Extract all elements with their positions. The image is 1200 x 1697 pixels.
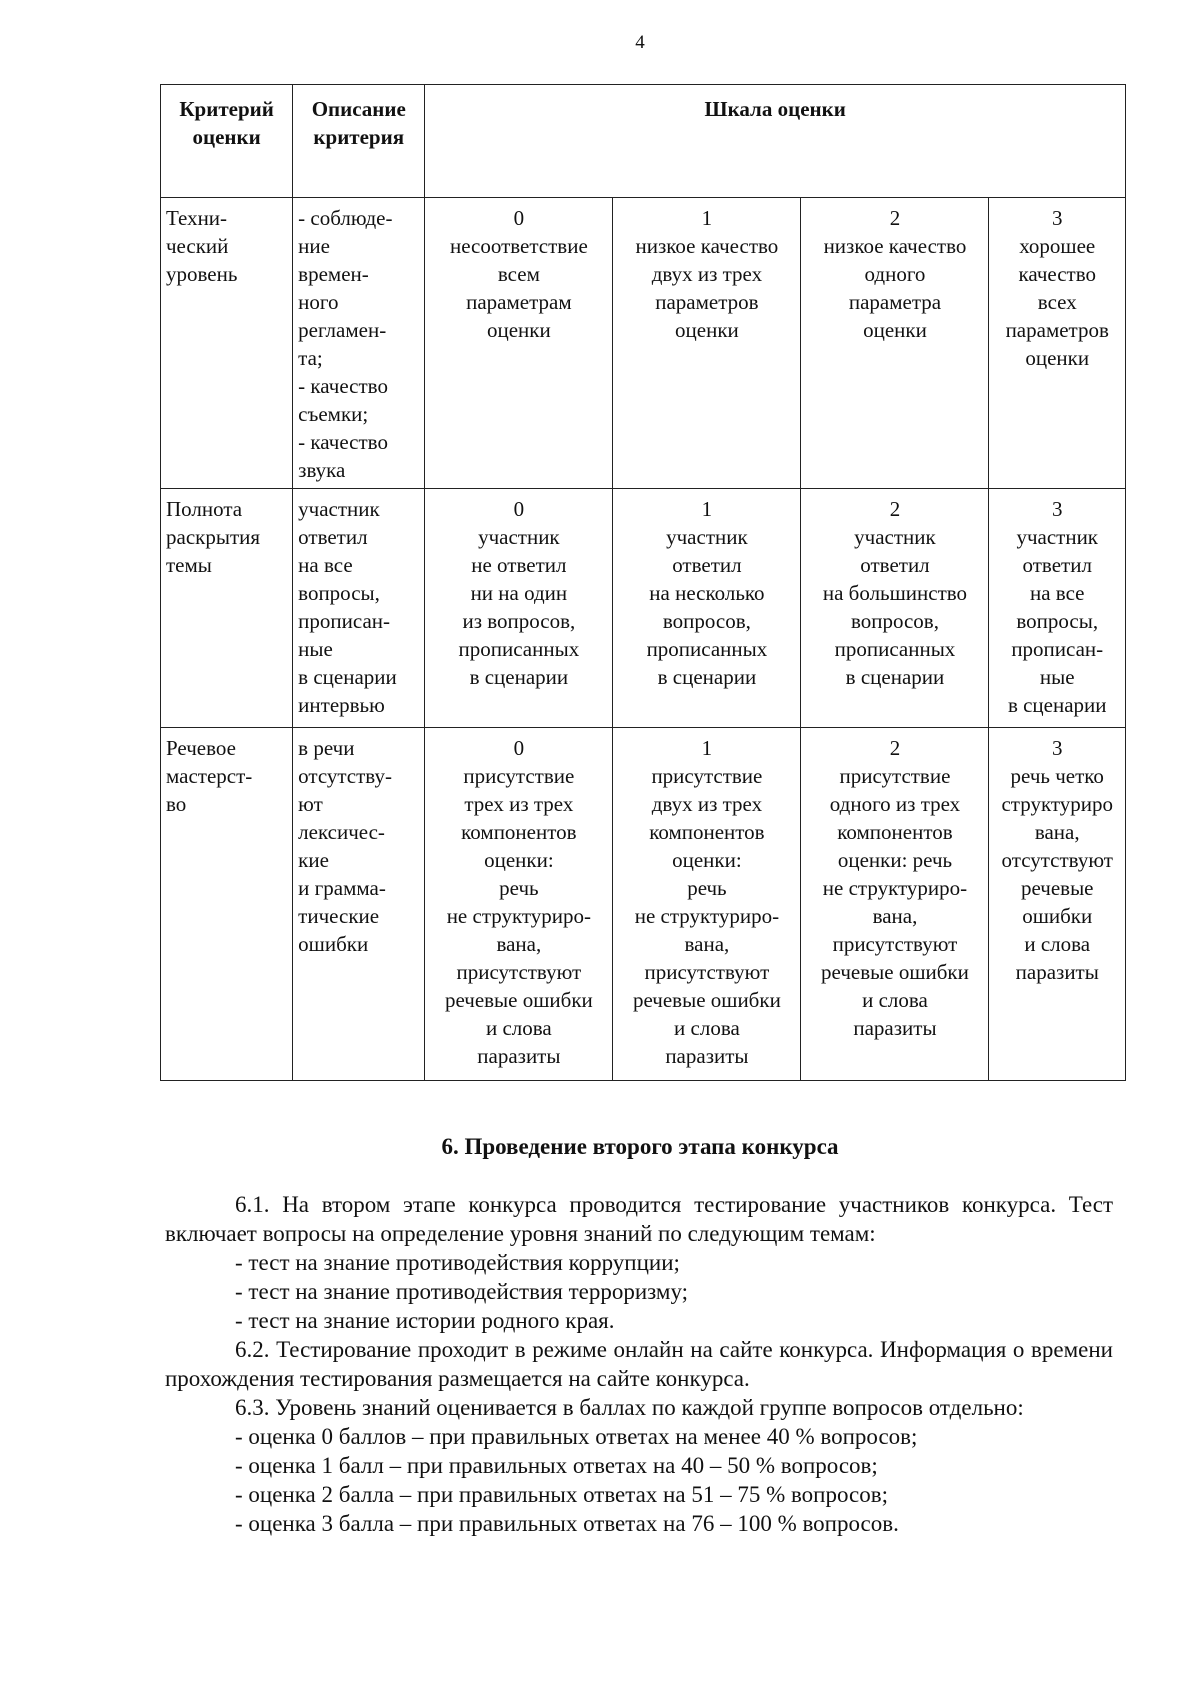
criterion-cell (161, 728, 293, 1081)
cell-line: ответил (298, 525, 368, 549)
score-cell (425, 489, 613, 728)
cell-line: оценки: (484, 848, 554, 872)
cell-line: вана, (1034, 820, 1080, 844)
paragraph-6-3: 6.3. Уровень знаний оценивается в баллах по каждой группе вопросов отдельно: (235, 1395, 1024, 1420)
cell-line: Полнота (166, 497, 243, 521)
cell-line: параметров (655, 290, 759, 314)
criteria-table (160, 84, 1126, 1081)
cell-line: вана, (872, 904, 918, 928)
cell-line: во (166, 792, 187, 816)
cell-line: звука (298, 458, 346, 482)
score-cell (989, 728, 1126, 1081)
paragraph-6-1: 6.1. На втором этапе конкурса проводится тестирование участников конкурса. Тест включает вопросы на определение уровня знаний по следующим темам: (165, 1192, 1113, 1246)
header-description: Описание критерия (293, 85, 425, 198)
cell-line: несоответствие (449, 234, 588, 258)
score-value: 1 (701, 736, 713, 760)
cell-line: паразиты (477, 1044, 561, 1068)
cell-line: из вопросов, (462, 609, 576, 633)
cell-line: отсутствуют (1001, 848, 1113, 872)
cell-line: компонентов (837, 820, 953, 844)
cell-line: прописанных (646, 637, 768, 661)
cell-line: компонентов (461, 820, 577, 844)
cell-line: ответил (672, 553, 742, 577)
cell-line: речевые ошибки (444, 988, 593, 1012)
cell-line: одного (864, 262, 926, 286)
cell-line: не структуриро- (822, 876, 968, 900)
cell-line: присутствие (839, 764, 951, 788)
section-body (165, 1190, 1113, 1538)
cell-line: времен- (298, 262, 369, 286)
cell-line: - качество (298, 374, 388, 398)
list-item: - оценка 2 балла – при правильных ответах на 51 – 75 % вопросов; (235, 1482, 889, 1507)
cell-line: - качество (298, 430, 388, 454)
cell-line: и слова (674, 1016, 740, 1040)
cell-line: вопросов, (662, 609, 751, 633)
score-value: 3 (1051, 497, 1063, 521)
cell-line: в сценарии (657, 665, 757, 689)
cell-line: ние (298, 234, 330, 258)
cell-line: всем (497, 262, 540, 286)
cell-line: регламен- (298, 318, 387, 342)
cell-line: лексичес- (298, 820, 385, 844)
cell-line: ного (298, 290, 339, 314)
cell-line: прописанных (458, 637, 580, 661)
cell-line: не структуриро- (634, 904, 780, 928)
list-item: - оценка 0 баллов – при правильных ответах на менее 40 % вопросов; (235, 1424, 918, 1449)
cell-line: двух из трех (651, 792, 763, 816)
cell-line: структуриро (1001, 792, 1114, 816)
table-row (161, 728, 1126, 1081)
description-cell (293, 198, 425, 489)
cell-line: присутствуют (644, 960, 770, 984)
cell-line: и слова (485, 1016, 552, 1040)
score-value: 3 (1051, 736, 1063, 760)
cell-line: съемки; (298, 402, 369, 426)
score-value: 3 (1051, 206, 1063, 230)
cell-line: ошибки (298, 932, 369, 956)
list-item: - тест на знание противодействия коррупции; (235, 1250, 680, 1275)
cell-line: паразиты (665, 1044, 749, 1068)
cell-line: двух из трех (651, 262, 763, 286)
cell-line: вана, (684, 932, 730, 956)
score-value: 2 (889, 736, 901, 760)
score-cell (989, 489, 1126, 728)
cell-line: вана, (496, 932, 542, 956)
cell-line: на несколько (649, 581, 765, 605)
cell-line: оценки (675, 318, 739, 342)
score-cell (613, 728, 801, 1081)
cell-line: речевые (1020, 876, 1094, 900)
cell-line: на все (1029, 581, 1085, 605)
cell-line: ни на один (470, 581, 568, 605)
cell-line: прописан- (1011, 637, 1104, 661)
cell-line: не структуриро- (446, 904, 592, 928)
cell-line: оценки (1025, 346, 1090, 370)
cell-line: оценки: речь (837, 848, 953, 872)
cell-line: качество (1018, 262, 1097, 286)
score-value: 2 (889, 497, 901, 521)
cell-line: ные (1039, 665, 1075, 689)
header-scale: Шкала оценки (425, 85, 1126, 198)
cell-line: вопросы, (1016, 609, 1099, 633)
cell-line: присутствуют (832, 932, 958, 956)
table-row (161, 489, 1126, 728)
section-title: 6. Проведение второго этапа конкурса (441, 1134, 839, 1159)
cell-line: темы (166, 553, 212, 577)
list-item: - тест на знание истории родного края. (235, 1308, 615, 1333)
header-criterion: Критерий оценки (161, 85, 293, 198)
cell-line: в сценарии (298, 665, 397, 689)
cell-line: в речи (298, 736, 355, 760)
cell-line: не ответил (471, 553, 567, 577)
cell-line: Речевое (166, 736, 236, 760)
cell-line: низкое качество (823, 234, 967, 258)
cell-line: кие (298, 848, 329, 872)
cell-line: интервью (298, 693, 385, 717)
cell-line: трех из трех (464, 792, 574, 816)
cell-line: участник (478, 525, 560, 549)
cell-line: в сценарии (1007, 693, 1107, 717)
cell-line: ошибки (1022, 904, 1093, 928)
cell-line: речь (687, 876, 727, 900)
cell-line: прописанных (834, 637, 956, 661)
list-item: - оценка 1 балл – при правильных ответах на 40 – 50 % вопросов; (235, 1453, 878, 1478)
table-row (161, 198, 1126, 489)
score-value: 0 (513, 736, 525, 760)
cell-line: и грамма- (298, 876, 386, 900)
cell-line: оценки (486, 318, 551, 342)
cell-line: хорошее (1019, 234, 1096, 258)
score-cell (801, 198, 989, 489)
cell-line: участник (854, 525, 936, 549)
score-value: 1 (701, 206, 713, 230)
score-cell (613, 489, 801, 728)
cell-line: оценки (863, 318, 927, 342)
cell-line: речь (499, 876, 539, 900)
score-cell (613, 198, 801, 489)
score-cell (989, 198, 1126, 489)
paragraph-6-2: 6.2. Тестирование проходит в режиме онлайн на сайте конкурса. Информация о времени прохождения тестирования размещается на сайте конкурса. (165, 1337, 1113, 1391)
page-number: 4 (635, 32, 645, 53)
cell-line: в сценарии (469, 665, 569, 689)
score-value: 0 (513, 497, 525, 521)
cell-line: Техни- (166, 206, 228, 230)
cell-line: одного из трех (829, 792, 961, 816)
cell-line: речевые ошибки (821, 960, 969, 984)
cell-line: компонентов (649, 820, 765, 844)
cell-line: участник (666, 525, 748, 549)
cell-line: паразиты (1015, 960, 1099, 984)
description-cell (293, 489, 425, 728)
cell-line: вопросы, (298, 581, 380, 605)
cell-line: на большинство (822, 581, 968, 605)
score-cell (801, 728, 989, 1081)
cell-line: - соблюде- (298, 206, 393, 230)
score-value: 2 (889, 206, 901, 230)
description-cell (293, 728, 425, 1081)
cell-line: низкое качество (635, 234, 779, 258)
cell-line: мастерст- (166, 764, 253, 788)
cell-line: ют (298, 792, 323, 816)
table-header-row (161, 85, 1126, 198)
cell-line: уровень (166, 262, 238, 286)
cell-line: оценки: (672, 848, 742, 872)
cell-line: на все (298, 553, 353, 577)
cell-line: тические (298, 904, 380, 928)
cell-line: участник (1016, 525, 1099, 549)
cell-line: участник (298, 497, 380, 521)
cell-line: речь четко (1010, 764, 1104, 788)
cell-line: присутствуют (456, 960, 582, 984)
score-value: 1 (701, 497, 713, 521)
score-cell (425, 198, 613, 489)
list-item: - оценка 3 балла – при правильных ответах на 76 – 100 % вопросов. (235, 1511, 899, 1536)
cell-line: вопросов, (850, 609, 939, 633)
cell-line: и слова (1024, 932, 1091, 956)
cell-line: речевые ошибки (633, 988, 781, 1012)
cell-line: ческий (166, 234, 229, 258)
cell-line: раскрытия (166, 525, 261, 549)
cell-line: и слова (862, 988, 928, 1012)
cell-line: присутствие (651, 764, 763, 788)
cell-line: ные (298, 637, 333, 661)
cell-line: присутствие (463, 764, 575, 788)
cell-line: та; (298, 346, 323, 370)
criterion-cell (161, 198, 293, 489)
criterion-cell (161, 489, 293, 728)
score-cell (425, 728, 613, 1081)
cell-line: всех (1037, 290, 1077, 314)
cell-line: параметрам (466, 290, 572, 314)
cell-line: параметров (1005, 318, 1109, 342)
cell-line: отсутству- (298, 764, 392, 788)
cell-line: в сценарии (845, 665, 945, 689)
score-value: 0 (513, 206, 525, 230)
cell-line: прописан- (298, 609, 391, 633)
cell-line: ответил (1022, 553, 1092, 577)
cell-line: ответил (860, 553, 930, 577)
score-cell (801, 489, 989, 728)
list-item: - тест на знание противодействия терроризму; (235, 1279, 689, 1304)
cell-line: параметра (848, 290, 942, 314)
cell-line: паразиты (853, 1016, 937, 1040)
